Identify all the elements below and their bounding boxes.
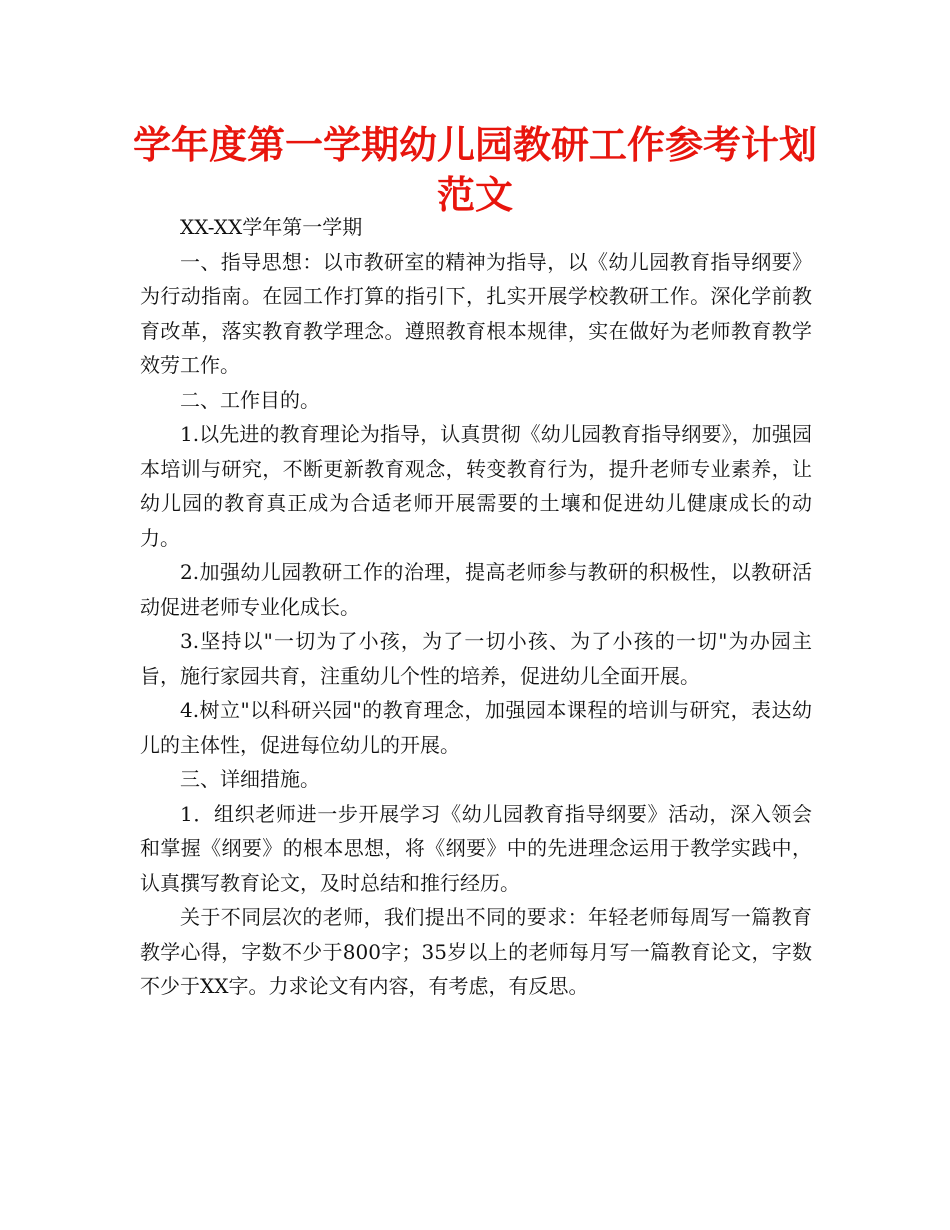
document-body: [140, 210, 812, 1004]
paragraph-measure-1: 1．组织老师进一步开展学习《幼儿园教育指导纲要》活动，深入领会和掌握《纲要》的根本思想，将《纲要》中的先进理念运用于教学实践中，认真撰写教育论文，及时总结和推行经历。: [140, 801, 812, 895]
paragraph-goal-3: 3.坚持以"一切为了小孩，为了一切小孩、为了小孩的一切"为办园主旨，施行家园共育，注重幼儿个性的培养，促进幼儿全面开展。: [140, 629, 812, 688]
paragraph-term: XX-XX学年第一学期: [180, 215, 363, 239]
paragraph-guiding-thought: 一、指导思想：以市教研室的精神为指导，以《幼儿园教育指导纲要》为行动指南。在园工作打算的指引下，扎实开展学校教研工作。深化学前教育改革，落实教育教学理念。遵照教育根本规律，实在做好为老师教育教学效劳工作。: [140, 249, 812, 377]
paragraph-requirements: 关于不同层次的老师，我们提出不同的要求：年轻老师每周写一篇教育教学心得，字数不少于800字；35岁以上的老师每月写一篇教育论文，字数不少于XX字。力求论文有内容，有考虑，有反思。: [140, 905, 812, 998]
paragraph-goal-1: 1.以先进的教育理论为指导，认真贯彻《幼儿园教育指导纲要》，加强园本培训与研究，不断更新教育观念，转变教育行为，提升老师专业素养，让幼儿园的教育真正成为合适老师开展需要的土壤和促进幼儿健康成长的动力。: [140, 422, 812, 550]
heading-work-goals: 二、工作目的。: [180, 387, 320, 412]
document-title: 学年度第一学期幼儿园教研工作参考计划范文: [132, 123, 817, 217]
paragraph-goal-4: 4.树立"以科研兴园"的教育理念，加强园本课程的培训与研究，表达幼儿的主体性，促进每位幼儿的开展。: [140, 698, 812, 757]
paragraph-goal-2: 2.加强幼儿园教研工作的治理，提高老师参与教研的积极性，以教研活动促进老师专业化成长。: [140, 560, 812, 619]
heading-measures: 三、详细措施。: [180, 767, 320, 791]
